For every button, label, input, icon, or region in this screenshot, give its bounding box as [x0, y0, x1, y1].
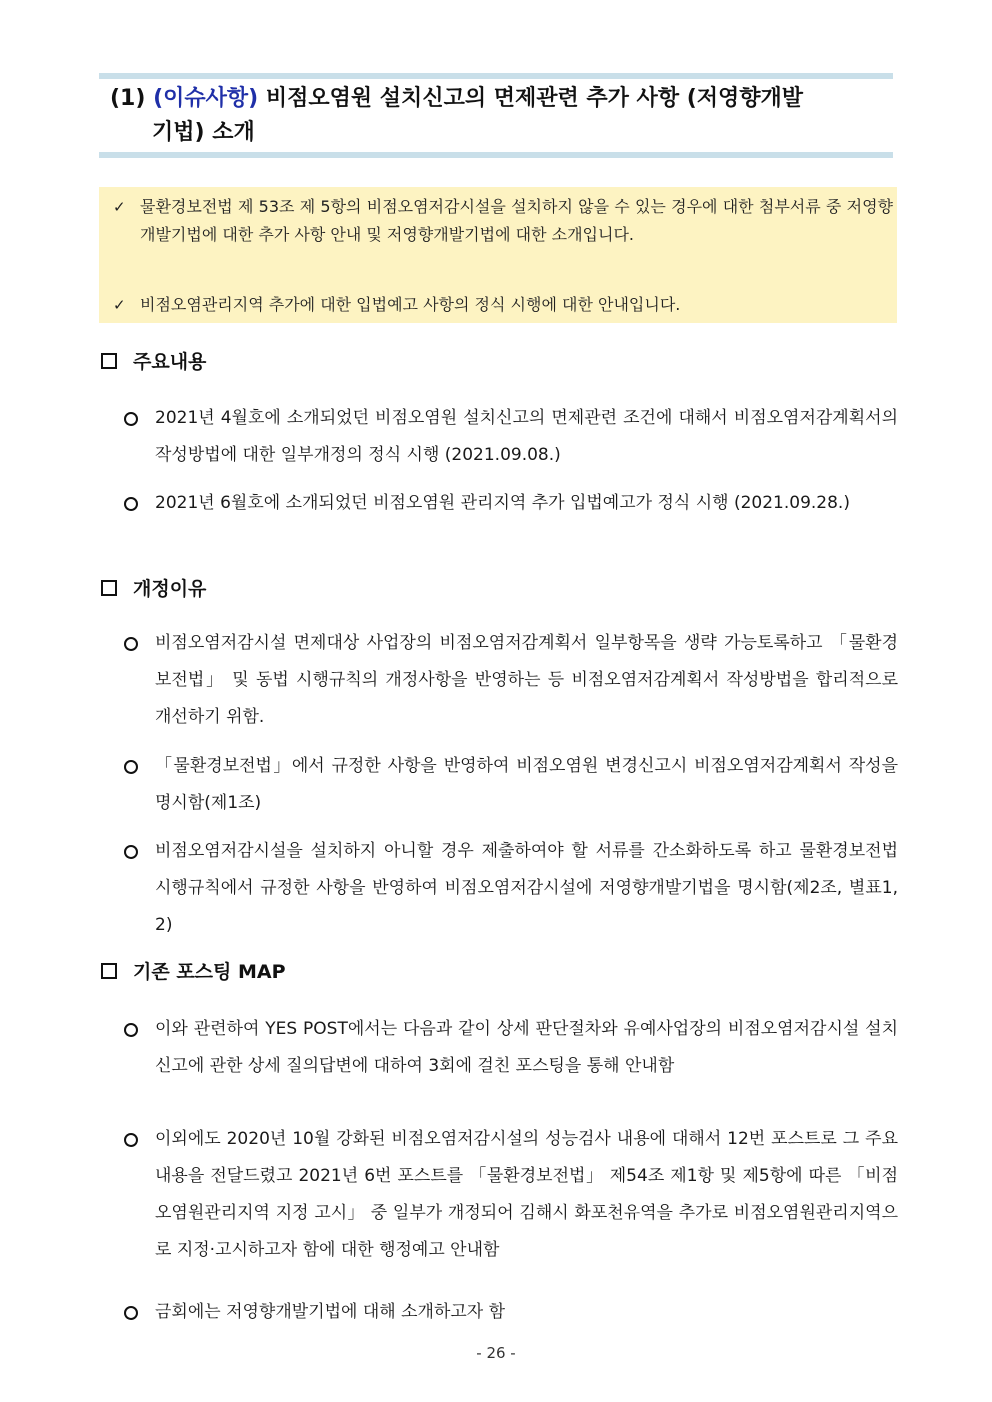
circle-bullet-icon — [124, 1023, 138, 1037]
list-item — [124, 833, 898, 944]
list-item-text: 이외에도 2020년 10월 강화된 비점오염저감시설의 성능검사 내용에 대해서 12번 포스트로 그 주요 내용을 전달드렸고 2021년 6번 포스트를 「물환경보전법」 제54조 제1항 및 제5항에 따른 「비점오염원관리지역 지정 고시」 중 일부가 개정되어 김해시 화포천유역을 추가로 비점오염원관리지역으로 지정·고시하고자 함에 대한 행정예고 안내함 — [155, 1129, 898, 1260]
section-heading-text: 기존 포스팅 MAP — [133, 961, 286, 983]
list-item — [124, 485, 898, 522]
title-number: (1) — [110, 86, 146, 111]
summary-text: 비점오염관리지역 추가에 대한 입법예고 사항의 정식 시행에 대한 안내입니다. — [140, 295, 681, 314]
summary-text: 물환경보전법 제 53조 제 5항의 비점오염저감시설을 설치하지 않을 수 있는 경우에 대한 첨부서류 중 저영향개발기법에 대한 추가 사항 안내 및 저영향개발기법에 대한 소개입니다. — [140, 197, 893, 244]
circle-bullet-icon — [124, 497, 138, 511]
list-item — [124, 1121, 898, 1269]
checkmark-icon: ✓ — [113, 296, 126, 314]
list-item-text: 금회에는 저영향개발기법에 대해 소개하고자 함 — [155, 1302, 506, 1322]
list-item-text: 비점오염저감시설 면제대상 사업장의 비점오염저감계획서 일부항목을 생략 가능토록하고 「물환경보전법」 및 동법 시행규칙의 개정사항을 반영하는 등 비점오염저감계획서 작성방법을 합리적으로 개선하기 위함. — [155, 633, 898, 727]
list-item-text: 비점오염저감시설을 설치하지 아니할 경우 제출하여야 할 서류를 간소화하도록 하고 물환경보전법 시행규칙에서 규정한 사항을 반영하여 비점오염저감시설에 저영향개발기법을 명시함(제2조, 별표1, 2) — [155, 841, 898, 935]
circle-bullet-icon — [124, 637, 138, 651]
section-heading-text: 주요내용 — [133, 351, 207, 373]
circle-bullet-icon — [124, 760, 138, 774]
title-line-2: 기법) 소개 — [152, 120, 255, 145]
title-issue-tag: (이슈사항) — [153, 86, 259, 111]
list-item — [124, 400, 898, 474]
page-title — [110, 82, 890, 150]
checkbox-square-icon — [101, 580, 117, 596]
summary-item — [113, 193, 893, 249]
list-item-text: 「물환경보전법」에서 규정한 사항을 반영하여 비점오염원 변경신고시 비점오염저감계획서 작성을 명시함(제1조) — [155, 756, 898, 813]
circle-bullet-icon — [124, 1306, 138, 1320]
summary-box — [99, 187, 897, 323]
circle-bullet-icon — [124, 412, 138, 426]
checkbox-square-icon — [101, 353, 117, 369]
list-item-text: 2021년 4월호에 소개되었던 비점오염원 설치신고의 면제관련 조건에 대해서 비점오염저감계획서의 작성방법에 대한 일부개정의 정식 시행 (2021.09.08.) — [155, 408, 898, 465]
list-item — [124, 1011, 898, 1085]
title-line-1 — [110, 82, 890, 116]
title-text: 비점오염원 설치신고의 면제관련 추가 사항 (저영향개발 — [265, 86, 804, 111]
page-number: - 26 - — [476, 1344, 516, 1362]
title-top-rule — [99, 73, 893, 79]
list-item — [124, 625, 898, 736]
section-heading-posting-map — [101, 958, 286, 986]
list-item-text: 2021년 6월호에 소개되었던 비점오염원 관리지역 추가 입법예고가 정식 시행 (2021.09.28.) — [155, 493, 850, 513]
list-item — [124, 748, 898, 822]
circle-bullet-icon — [124, 1133, 138, 1147]
checkbox-square-icon — [101, 963, 117, 979]
list-item — [124, 1294, 898, 1331]
list-item-text: 이와 관련하여 YES POST에서는 다음과 같이 상세 판단절차와 유예사업장의 비점오염저감시설 설치신고에 관한 상세 질의답변에 대하여 3회에 걸친 포스팅을 통해 안내함 — [155, 1019, 898, 1076]
checkmark-icon: ✓ — [113, 198, 126, 216]
title-bottom-rule — [99, 152, 893, 158]
section-heading-text: 개정이유 — [133, 578, 207, 600]
section-heading-main-content — [101, 348, 206, 376]
summary-item — [113, 291, 893, 319]
section-heading-revision-reason — [101, 575, 206, 603]
circle-bullet-icon — [124, 845, 138, 859]
